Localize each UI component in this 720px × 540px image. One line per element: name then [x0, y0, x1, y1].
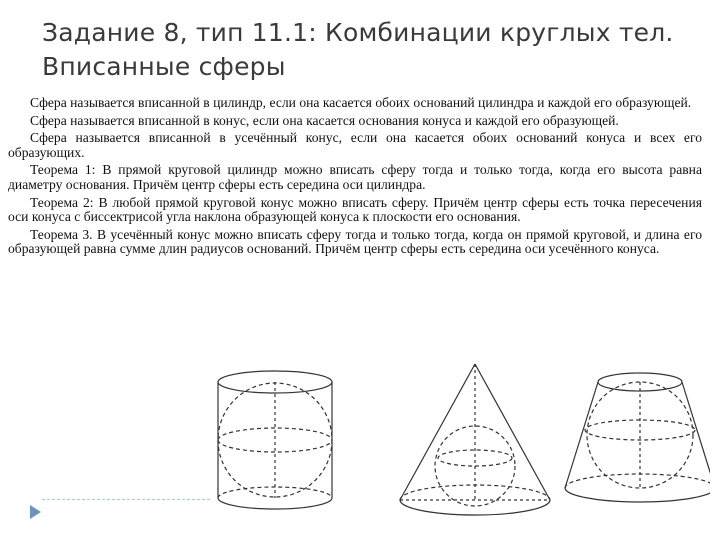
definition-cone: Сфера называется вписанной в конус, если она касается основания конуса и каждой его образующей.	[30, 112, 619, 128]
divider-line	[42, 499, 210, 500]
figures-svg	[210, 362, 710, 532]
sphere-in-frustum-figure	[565, 373, 710, 502]
definition-cylinder: Сфера называется вписанной в цилиндр, если она касается обоих оснований цилиндра и каждой его образующей.	[30, 95, 692, 110]
theorem-2: Теорема 2: В любой прямой круговой конус можно вписать сферу. Причём центр сферы есть точка пересечения оси конуса с биссектрисой угла наклона образующей конуса к плоскости его основания.	[8, 194, 702, 225]
theorem-3: Теорема 3. В усечённый конус можно вписать сферу тогда и только тогда, когда он прямой круговой, и длина его образующей равна сумме длин радиусов оснований. Причём центр сферы есть середина оси усечённого конуса.	[8, 226, 702, 257]
sphere-in-cone-figure	[400, 364, 550, 515]
figures-area	[210, 362, 710, 532]
next-triangle-icon[interactable]	[30, 505, 41, 519]
definition-frustum: Сфера называется вписанной в усечённый конус, если она касается обоих оснований конуса и всех его образующих.	[8, 130, 702, 160]
theorem-1: Теорема 1: В прямой круговой цилиндр можно вписать сферу тогда и только тогда, когда его высота равна диаметру основания. Причём центр сферы есть середина оси цилиндра.	[8, 162, 702, 192]
slide-title-line-2: Вписанные сферы	[42, 52, 286, 81]
definitions-text	[8, 96, 702, 260]
slide-title-line-1: Задание 8, тип 11.1: Комбинации круглых тел.	[42, 18, 674, 47]
slide-title	[42, 16, 682, 84]
sphere-in-cylinder-figure	[218, 371, 332, 509]
